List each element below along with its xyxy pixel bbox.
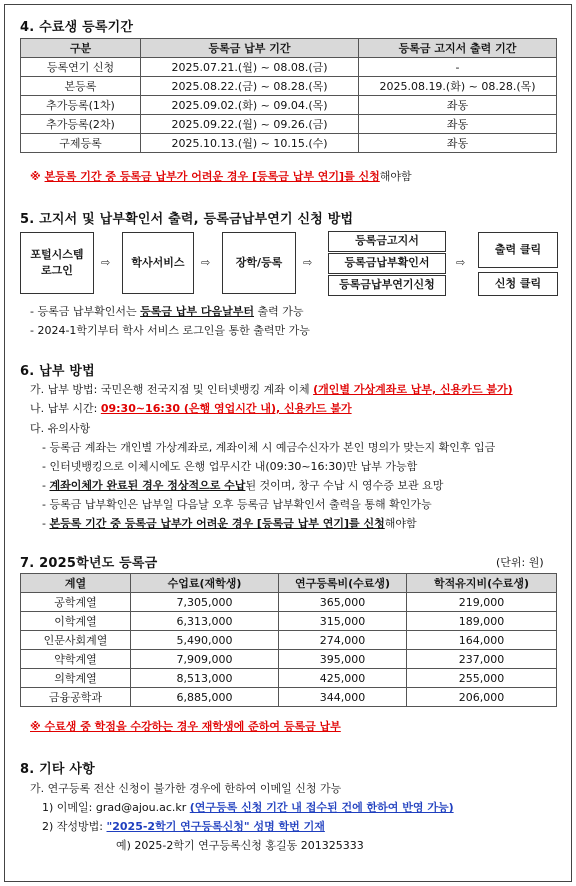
table-row (21, 650, 557, 669)
section8-title: 8. 기타 사항 (20, 762, 95, 777)
table-cell: 7,305,000 (131, 593, 279, 612)
section6-title: 6. 납부 방법 (20, 364, 95, 379)
bold-text: 계좌이체가 완료된 경우 정상적으로 수납 (49, 479, 246, 492)
text: 2) 작성방법: (42, 820, 107, 833)
print-click-box: 출력 클릭 (478, 232, 558, 268)
table-cell: - (359, 58, 557, 77)
table-header: 계열 (21, 574, 131, 593)
payment-method-line (30, 381, 513, 397)
table-cell: 이학계열 (21, 612, 131, 631)
table-cell: 8,513,000 (131, 669, 279, 688)
table-header-row (21, 39, 557, 58)
notice-item-2: - 인터넷뱅킹으로 이체시에도 은행 업무시간 내(09:30~16:30)만 납부 가능함 (42, 460, 418, 473)
bold-text: 본등록 기간 중 등록금 납부가 어려운 경우 [등록금 납부 연기]를 신청 (49, 517, 385, 530)
table-header: 구분 (21, 39, 141, 58)
table-cell: 237,000 (407, 650, 557, 669)
text: - 등록금 납부확인서는 (30, 305, 141, 318)
table-cell: 315,000 (279, 612, 407, 631)
table-cell: 395,000 (279, 650, 407, 669)
registration-period-table (20, 38, 557, 153)
table-cell: 금융공학과 (21, 688, 131, 707)
text: 나. 납부 시간: (30, 402, 101, 415)
table-cell: 2025.09.02.(화) ~ 09.04.(목) (141, 96, 359, 115)
table-header-row (21, 574, 557, 593)
table-row (21, 115, 557, 134)
bold-text: 등록금 납부 다음날부터 (140, 305, 255, 318)
table-row (21, 77, 557, 96)
table-cell: 206,000 (407, 688, 557, 707)
table-cell: 219,000 (407, 593, 557, 612)
table-row (21, 669, 557, 688)
notice-item-4: - 등록금 납부확인은 납부일 다음날 오후 등록금 납부확인서 출력을 통해 확인가능 (42, 498, 432, 511)
option-payment-confirmation: 등록금납부확인서 (328, 253, 446, 274)
example-line: 예) 2025-2학기 연구등록신청 홍길동 201325333 (116, 839, 364, 852)
table-cell: 365,000 (279, 593, 407, 612)
table-cell: 7,909,000 (131, 650, 279, 669)
email-apply-line: 가. 연구등록 전산 신청이 불가한 경우에 한하여 이메일 신청 가능 (30, 782, 342, 795)
apply-click-box: 신청 클릭 (478, 272, 558, 296)
table-cell: 2025.07.21.(월) ~ 08.08.(금) (141, 58, 359, 77)
table-cell: 좌동 (359, 134, 557, 153)
table-cell: 6,313,000 (131, 612, 279, 631)
table-header: 학적유지비(수료생) (407, 574, 557, 593)
table-header: 수업료(재학생) (131, 574, 279, 593)
table-cell: 2025.08.19.(화) ~ 08.28.(목) (359, 77, 557, 96)
section5-title: 5. 고지서 및 납부확인서 출력, 등록금납부연기 신청 방법 (20, 212, 354, 227)
table-cell: 2025.08.22.(금) ~ 08.28.(목) (141, 77, 359, 96)
table-cell: 본등록 (21, 77, 141, 96)
table-cell: 좌동 (359, 96, 557, 115)
table-cell: 425,000 (279, 669, 407, 688)
table-cell: 2025.10.13.(월) ~ 10.15.(수) (141, 134, 359, 153)
red-text: 09:30~16:30 (은행 영업시간 내), 신용카드 불가 (100, 402, 352, 415)
section7-title: 7. 2025학년도 등록금 (20, 556, 158, 571)
table-row (21, 96, 557, 115)
table-row (21, 688, 557, 707)
table-row (21, 58, 557, 77)
option-tuition-bill: 등록금고지서 (328, 231, 446, 252)
email-line (42, 799, 454, 815)
table-cell: 189,000 (407, 612, 557, 631)
table-header: 연구등록비(수료생) (279, 574, 407, 593)
notice-item-1: - 등록금 계좌는 개인별 가상계좌로, 계좌이체 시 예금수신자가 본인 명의가 맞는지 확인후 입금 (42, 441, 496, 454)
text: 가. 납부 방법: 국민은행 전국지점 및 인터넷뱅킹 계좌 이체 (30, 383, 314, 396)
table-cell: 6,885,000 (131, 688, 279, 707)
blue-text: (연구등록 신청 기간 내 접수된 건에 한하여 반영 가능) (189, 801, 454, 814)
note-suffix: 해야함 (379, 170, 412, 183)
text: - (42, 517, 50, 530)
notice-item-3 (42, 477, 443, 493)
table-cell: 5,490,000 (131, 631, 279, 650)
section5-bullet-2: - 2024-1학기부터 학사 서비스 로그인을 통한 출력만 가능 (30, 324, 310, 337)
table-cell: 공학계열 (21, 593, 131, 612)
table-cell: 좌동 (359, 115, 557, 134)
table-cell: 인문사회계열 (21, 631, 131, 650)
table-header: 등록금 납부 기간 (141, 39, 359, 58)
red-text: (개인별 가상계좌로 납부, 신용카드 불가) (313, 383, 513, 396)
table-cell: 344,000 (279, 688, 407, 707)
blue-text: "2025-2학기 연구등록신청" 성명 학번 기재 (106, 820, 325, 833)
table-cell: 구제등록 (21, 134, 141, 153)
method-line (42, 818, 325, 834)
text: 된 것이며, 창구 수납 시 영수증 보관 요망 (245, 479, 444, 492)
arrow-icon: ⇨ (101, 256, 111, 269)
table-cell: 등록연기 신청 (21, 58, 141, 77)
section4-note (30, 168, 412, 184)
table-cell: 추가등록(2차) (21, 115, 141, 134)
table-row (21, 593, 557, 612)
scholarship-registration-box: 장학/등록 (222, 232, 296, 294)
arrow-icon: ⇨ (201, 256, 211, 269)
table-header: 등록금 고지서 출력 기간 (359, 39, 557, 58)
table-cell: 2025.09.22.(월) ~ 09.26.(금) (141, 115, 359, 134)
arrow-icon: ⇨ (456, 256, 466, 269)
academic-service-box: 학사서비스 (122, 232, 194, 294)
table-cell: 추가등록(1차) (21, 96, 141, 115)
text: 출력 가능 (254, 305, 304, 318)
section4-title: 4. 수료생 등록기간 (20, 20, 134, 35)
email-text: 1) 이메일: grad@ajou.ac.kr (42, 801, 190, 814)
text: - (42, 479, 50, 492)
arrow-icon: ⇨ (303, 256, 313, 269)
table-cell: 164,000 (407, 631, 557, 650)
table-row (21, 612, 557, 631)
section7-note: ※ 수료생 중 학점을 수강하는 경우 재학생에 준하여 등록금 납부 (30, 720, 341, 733)
text: 해야함 (384, 517, 417, 530)
tuition-table (20, 573, 557, 707)
option-payment-deferral: 등록금납부연기신청 (328, 275, 446, 296)
table-cell: 의학계열 (21, 669, 131, 688)
portal-login-box: 포털시스템 로그인 (20, 232, 94, 294)
table-cell: 274,000 (279, 631, 407, 650)
table-row (21, 631, 557, 650)
section5-bullet-1 (30, 303, 304, 319)
notice-item-5 (42, 515, 417, 531)
table-cell: 약학계열 (21, 650, 131, 669)
payment-time-line (30, 400, 352, 416)
unit-label: (단위: 원) (496, 556, 544, 569)
table-cell: 255,000 (407, 669, 557, 688)
notice-heading: 다. 유의사항 (30, 422, 91, 435)
note-mark: ※ (30, 170, 45, 183)
note-red-text: 본등록 기간 중 등록금 납부가 어려운 경우 [등록금 납부 연기]를 신청 (44, 170, 380, 183)
table-row (21, 134, 557, 153)
